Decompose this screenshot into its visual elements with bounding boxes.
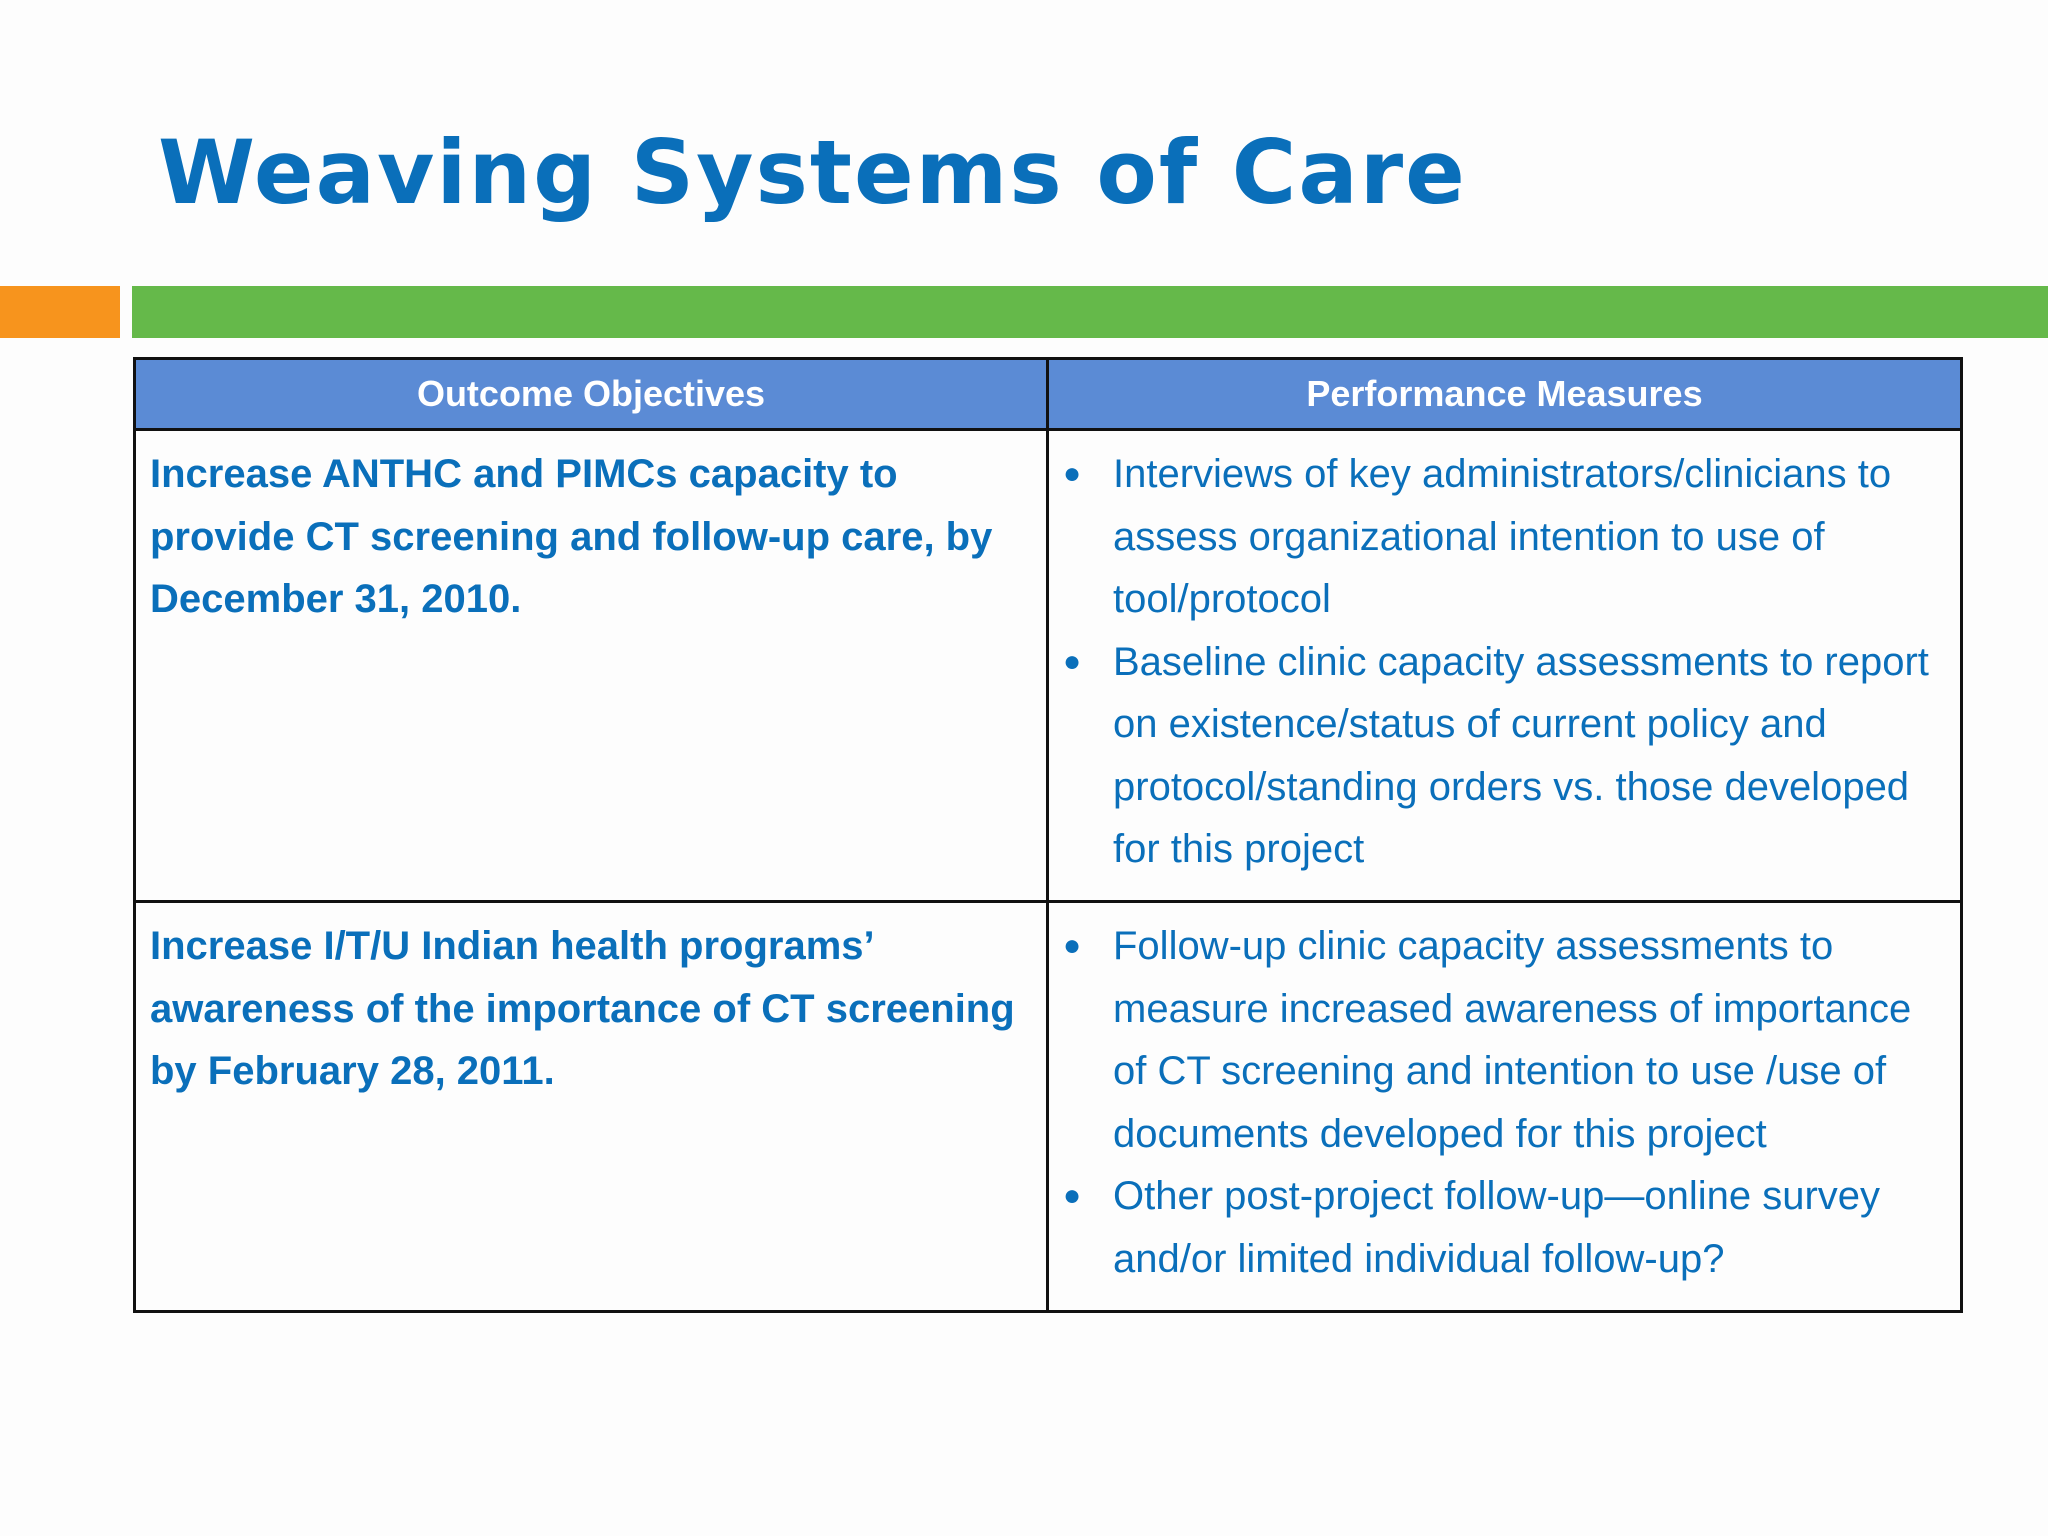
measure-item (1063, 915, 1946, 1165)
objective-cell: Increase I/T/U Indian health programs’ awareness of the importance of CT screening by February 28, 2011. (135, 902, 1048, 1312)
measure-text: Other post-project follow-up—online survey and/or limited individual follow-up? (1113, 1174, 1881, 1281)
accent-bar-green (132, 286, 2048, 338)
measures-list (1063, 443, 1946, 881)
measures-cell (1048, 902, 1962, 1312)
bullet-icon: ● (1063, 1179, 1082, 1212)
measure-item (1063, 631, 1946, 881)
bullet-icon: ● (1063, 644, 1082, 678)
header-outcome-objectives: Outcome Objectives (135, 359, 1048, 430)
measure-text: Baseline clinic capacity assessments to report on existence/status of current policy and protocol/standing orders vs. those developed for this project (1113, 639, 1929, 871)
measures-list (1063, 915, 1946, 1290)
accent-bar-orange (0, 286, 120, 338)
objectives-table (133, 357, 1963, 1313)
objective-cell: Increase ANTHC and PIMCs capacity to provide CT screening and follow-up care, by December 31, 2010. (135, 430, 1048, 902)
measures-cell (1048, 430, 1962, 902)
header-performance-measures: Performance Measures (1048, 359, 1962, 430)
measure-item (1063, 1165, 1946, 1290)
table-row (135, 902, 1962, 1312)
measure-item (1063, 443, 1946, 631)
table-row (135, 430, 1962, 902)
measure-text: Interviews of key administrators/clinicians to assess organizational intention to use of tool/protocol (1113, 452, 1892, 621)
bullet-icon: ● (1063, 457, 1082, 490)
slide-title: Weaving Systems of Care (158, 121, 1467, 224)
table-header-row (135, 359, 1962, 430)
bullet-icon: ● (1063, 929, 1082, 962)
measure-text: Follow-up clinic capacity assessments to measure increased awareness of importance of CT screening and intention to use /use of documents developed for this project (1113, 924, 1912, 1156)
